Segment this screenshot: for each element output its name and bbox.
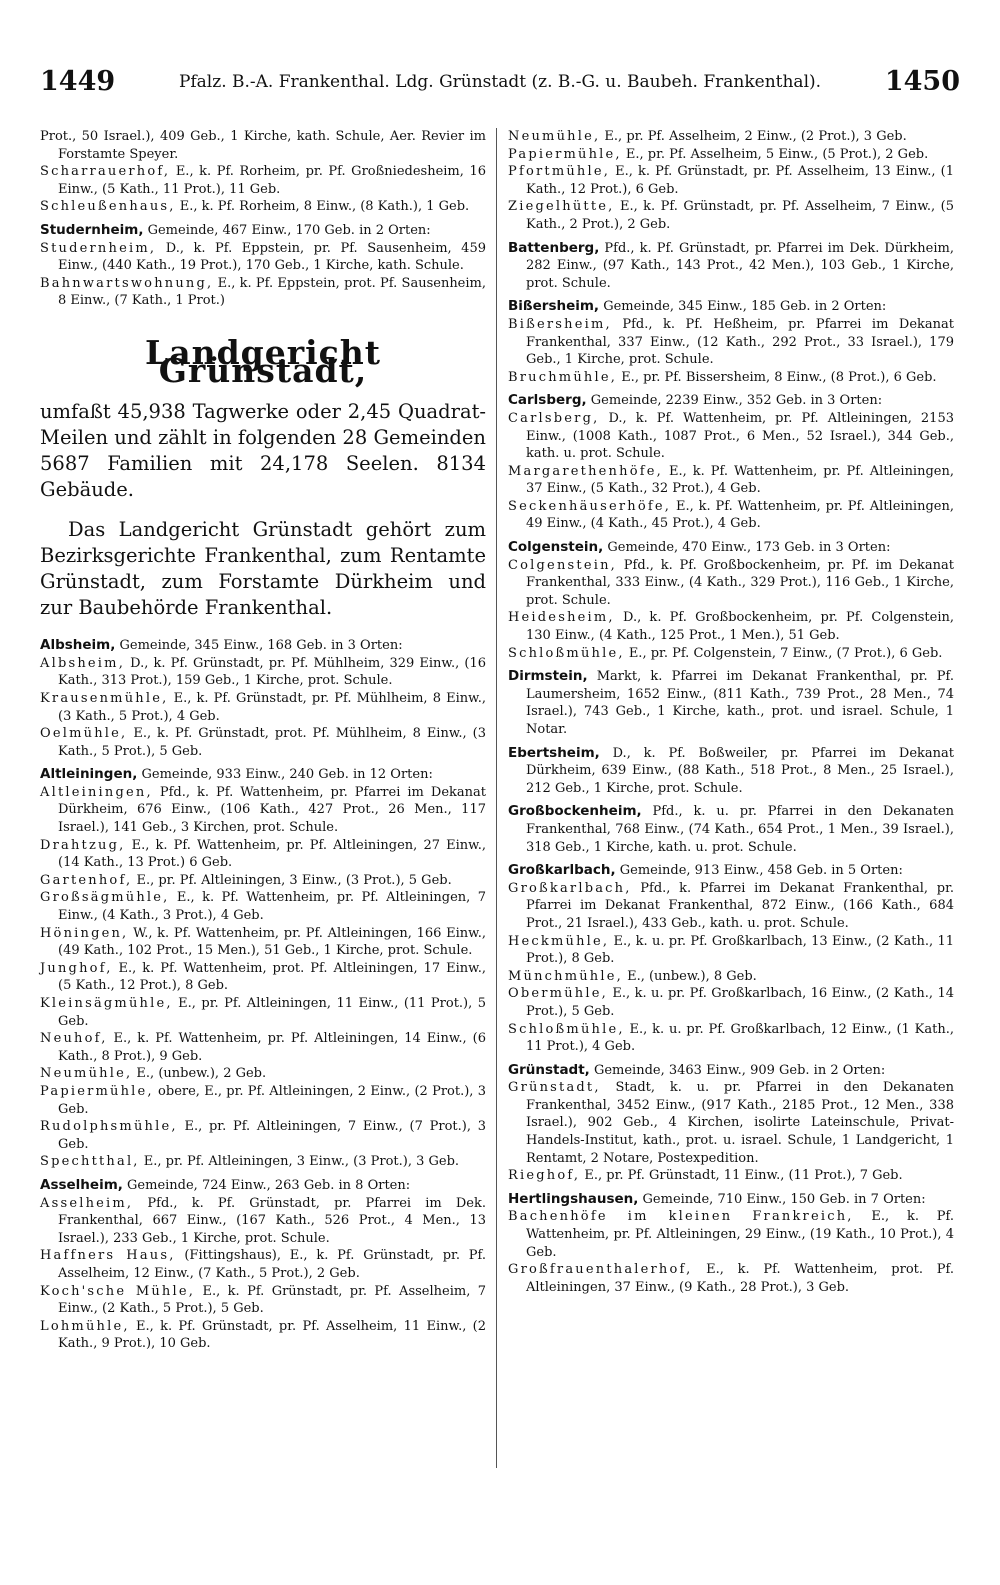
place-name: Ziegelhütte, [508, 199, 615, 215]
place-entry [508, 198, 954, 233]
place-entry [508, 880, 954, 933]
municipality-name: Altleiningen, [40, 766, 138, 783]
place-details: E., pr. Pf. Grünstadt, 11 Einw., (11 Prot.), 7 Geb. [580, 1168, 903, 1184]
municipality-name: Großbockenheim, [508, 803, 642, 820]
place-details: E., k. Pf. Wattenheim, pr. Pf. Altleiningen, 37 Einw., (5 Kath., 32 Prot.), 4 Geb. [526, 463, 954, 497]
place-entry [40, 690, 486, 725]
place-name: Spechtthal, [40, 1154, 140, 1170]
municipality-heading [40, 766, 486, 784]
place-details: W., k. Pf. Wattenheim, pr. Pf. Altleiningen, 166 Einw., (49 Kath., 102 Prot., 15 Men.), 51 Geb., 1 Kirche, prot. Schule. [58, 925, 486, 959]
place-entry [40, 960, 486, 995]
place-details: E., k. Pf. Grünstadt, pr. Pf. Asselheim, 11 Einw., (2 Kath., 9 Prot.), 10 Geb. [58, 1318, 486, 1352]
place-name: Krausenmühle, [40, 690, 169, 706]
place-details: E., k. u. pr. Pf. Großkarlbach, 16 Einw., (2 Kath., 14 Prot.), 5 Geb. [526, 986, 954, 1019]
place-details: obere, E., pr. Pf. Altleiningen, 2 Einw., (2 Prot.), 3 Geb. [58, 1083, 486, 1117]
place-entry [508, 1208, 954, 1261]
place-details: E., k. Pf. Wattenheim, pr. Pf. Altleiningen, 29 Einw., (19 Kath., 10 Prot.), 4 Geb. [526, 1209, 955, 1260]
right-continuation [508, 128, 954, 234]
place-details: E., (unbew.), 2 Geb. [132, 1066, 267, 1082]
municipality-summary: Gemeinde, 345 Einw., 185 Geb. in 2 Orten: [599, 299, 887, 315]
place-details: E., pr. Pf. Bissersheim, 8 Einw., (8 Prot.), 6 Geb. [617, 369, 937, 385]
municipality-summary: Gemeinde, 913 Einw., 458 Geb. in 5 Orten: [615, 863, 903, 879]
place-entry [40, 1318, 486, 1353]
place-entry [40, 163, 486, 198]
place-details: Pfd., k. Pf. Großbockenheim, pr. Pf. im Dekanat Frankenthal, 333 Einw., (4 Kath., 329 Prot.), 116 Geb., 1 Kirche, prot. Schule. [526, 557, 954, 608]
place-entry [508, 463, 954, 498]
place-details: E., k. Pf. Grünstadt, pr. Pf. Mühlheim, 8 Einw., (3 Kath., 5 Prot.), 4 Geb. [58, 690, 486, 724]
place-details: Prot., 50 Israel.), 409 Geb., 1 Kirche, kath. Schule, Aer. Revier im Forstamte Speyer. [40, 129, 486, 162]
municipality-heading [508, 539, 954, 557]
municipality-summary: Gemeinde, 345 Einw., 168 Geb. in 3 Orten: [115, 638, 403, 654]
place-details: Pfd., k. Pf. Heßheim, pr. Pfarrei im Dekanat Frankenthal, 337 Einw., (12 Kath., 292 Prot., 33 Israel.), 179 Geb., 1 Kirche, prot. Schule. [526, 316, 954, 368]
place-name: Colgenstein, [508, 557, 617, 573]
page-number-left: 1449 [40, 66, 116, 97]
place-name: Bahnwartswohnung, [40, 275, 214, 291]
place-name: Großfrauenthalerhof, [508, 1262, 693, 1278]
place-details: E., k. u. pr. Pf. Großkarlbach, 12 Einw., (1 Kath., 11 Prot.), 4 Geb. [526, 1021, 954, 1055]
section-intro: umfaßt 45,938 Tagwerke oder 2,45 Quadrat-Meilen und zählt in folgenden 28 Gemeinden 5687 Familien mit 24,178 Seelen. 8134 Gebäude. [40, 400, 486, 502]
place-entry [508, 1261, 954, 1296]
place-details: E., pr. Pf. Altleiningen, 3 Einw., (3 Prot.), 3 Geb. [139, 1154, 460, 1170]
place-details: E., k. Pf. Grünstadt, pr. Pf. Asselheim, 7 Einw., (2 Kath., 5 Prot.), 5 Geb. [58, 1283, 486, 1317]
left-groups-top [40, 222, 486, 310]
place-entry [40, 1283, 486, 1318]
place-name: Neuhof, [40, 1031, 108, 1047]
place-entry [508, 968, 954, 986]
municipality-heading [508, 298, 954, 316]
place-name: Grünstadt, [508, 1080, 601, 1096]
place-details: E., pr. Pf. Altleiningen, 7 Einw., (7 Prot.), 3 Geb. [58, 1119, 486, 1152]
place-details: E., k. Pf. Wattenheim, pr. Pf. Altleiningen, 27 Einw., (14 Kath., 13 Prot.) 6 Geb. [58, 837, 486, 871]
place-entry [40, 925, 486, 960]
municipality-name: Dirmstein, [508, 668, 588, 685]
place-name: Schleußenhaus, [40, 199, 176, 215]
place-name: Obermühle, [508, 986, 608, 1002]
place-details: D., k. Pf. Eppstein, pr. Pf. Sausenheim, 459 Einw., (440 Kath., 19 Prot.), 170 Geb., 1 Kirche, kath. Schule. [58, 240, 486, 274]
place-details: E., pr. Pf. Asselheim, 5 Einw., (5 Prot.), 2 Geb. [621, 146, 929, 162]
place-entry [508, 1079, 954, 1167]
place-details: (Fittingshaus), E., k. Pf. Grünstadt, pr. Pf. Asselheim, 12 Einw., (7 Kath., 5 Prot.), 2 Geb. [58, 1248, 486, 1281]
place-details: E., pr. Pf. Colgenstein, 7 Einw., (7 Prot.), 6 Geb. [624, 645, 943, 661]
place-name: Margarethenhöfe, [508, 463, 663, 479]
place-details: E., pr. Pf. Altleiningen, 11 Einw., (11 Prot.), 5 Geb. [58, 996, 486, 1029]
place-entry [508, 933, 954, 968]
place-name: Großkarlbach, [508, 880, 632, 896]
municipality-summary: Pfd., k. Pf. Grünstadt, pr. Pfarrei im Dek. Dürkheim, 282 Einw., (97 Kath., 143 Prot., 42 Men.), 103 Geb., 1 Kirche, prot. Schule. [526, 240, 954, 291]
place-name: Neumühle, [40, 1066, 133, 1082]
place-details: E., pr. Pf. Altleiningen, 3 Einw., (3 Prot.), 5 Geb. [132, 872, 452, 888]
municipality-name: Colgenstein, [508, 539, 604, 556]
place-entry [508, 1167, 954, 1185]
place-details: E., k. Pf. Wattenheim, pr. Pf. Altleiningen, 49 Einw., (4 Kath., 45 Prot.), 4 Geb. [526, 498, 954, 532]
right-column [508, 128, 954, 1296]
place-details: E., k. Pf. Wattenheim, pr. Pf. Altleiningen, 14 Einw., (6 Kath., 8 Prot.), 9 Geb. [58, 1031, 486, 1064]
column-divider [496, 128, 497, 1468]
municipality-heading [40, 637, 486, 655]
place-name: Schloßmühle, [508, 1021, 625, 1037]
place-entry [508, 146, 954, 164]
place-name: Kleinsägmühle, [40, 996, 173, 1011]
municipality-summary: Gemeinde, 470 Einw., 173 Geb. in 3 Orten: [603, 540, 891, 556]
municipality-heading [508, 745, 954, 798]
place-name: Gartenhof, [40, 872, 133, 888]
page-header [40, 66, 960, 102]
place-entry [40, 784, 486, 837]
section-title: Landgericht Grünstadt, [145, 332, 381, 390]
left-groups-bottom [40, 637, 486, 1353]
municipality-heading [508, 392, 954, 410]
place-name: Asselheim, [40, 1195, 134, 1211]
place-name: Bachenhöfe im kleinen Frankreich, [508, 1209, 854, 1225]
place-name: Großsägmühle, [40, 890, 170, 906]
place-name: Seckenhäuserhöfe, [508, 498, 672, 514]
municipality-summary: Gemeinde, 724 Einw., 263 Geb. in 8 Orten: [122, 1177, 411, 1193]
place-entry [40, 889, 486, 924]
place-entry [40, 655, 486, 690]
municipality-name: Hertlingshausen, [508, 1190, 639, 1207]
municipality-summary: Gemeinde, 467 Einw., 170 Geb. in 2 Orten: [143, 222, 431, 238]
place-name: Carlsberg, [508, 410, 600, 426]
place-entry [40, 198, 486, 216]
place-name: Lohmühle, [40, 1318, 130, 1334]
section-intro-jurisdiction: Das Landgericht Grünstadt gehört zum Bezirksgerichte Frankenthal, zum Rentamte Grünstadt, zum Forstamte Dürkheim und zur Baubehörde Frankenthal. [40, 518, 486, 620]
place-entry [508, 557, 954, 610]
place-name: Koch'sche Mühle, [40, 1283, 196, 1299]
municipality-name: Asselheim, [40, 1176, 123, 1193]
place-details: Pfd., k. Pf. Wattenheim, pr. Pfarrei im Dekanat Dürkheim, 676 Einw., (106 Kath., 427 Prot., 26 Men., 117 Israel.), 141 Geb., 3 Kirchen, prot. Schule. [58, 784, 486, 836]
place-details: E., k. Pf. Wattenheim, prot. Pf. Altleiningen, 17 Einw., (5 Kath., 12 Prot.), 8 Geb. [58, 960, 486, 994]
place-name: Münchmühle, [508, 968, 623, 984]
running-title: Pfalz. B.-A. Frankenthal. Ldg. Grünstadt (z. B.-G. u. Baubeh. Frankenthal). [178, 72, 822, 92]
municipality-summary: Gemeinde, 933 Einw., 240 Geb. in 12 Orten: [137, 767, 433, 783]
right-groups [508, 240, 954, 1297]
place-details: E., k. Pf. Rorheim, 8 Einw., (8 Kath.), 1 Geb. [175, 199, 470, 215]
place-name: Rudolphsmühle, [40, 1119, 178, 1135]
place-details: E., (unbew.), 8 Geb. [622, 968, 757, 984]
place-name: Bruchmühle, [508, 369, 618, 385]
place-entry [40, 1118, 486, 1153]
municipality-name: Großkarlbach, [508, 862, 616, 879]
place-entry [40, 725, 486, 760]
place-entry [40, 275, 486, 310]
municipality-name: Albsheim, [40, 637, 116, 654]
place-name: Bißersheim, [508, 316, 612, 332]
left-column [40, 128, 486, 1353]
place-name: Rieghof, [508, 1168, 581, 1184]
place-entry [508, 1021, 954, 1056]
place-entry [40, 240, 486, 275]
place-details: Pfd., k. Pf. Grünstadt, pr. Pfarrei im Dek. Frankenthal, 667 Einw., (167 Kath., 526 Prot., 4 Men., 13 Israel.), 233 Geb., 1 Kirche, prot. Schule. [58, 1195, 486, 1246]
place-name: Oelmühle, [40, 726, 128, 742]
place-entry [40, 1030, 486, 1065]
place-details: D., k. Pf. Wattenheim, pr. Pf. Altleiningen, 2153 Einw., (1008 Kath., 1087 Prot., 6 Men., 52 Israel.), 344 Geb., kath. u. prot. Schule. [526, 410, 954, 462]
municipality-heading [508, 240, 954, 293]
place-entry [508, 645, 954, 663]
place-name: Haffners Haus, [40, 1248, 176, 1264]
place-entry [508, 609, 954, 644]
place-details: Pfd., k. Pfarrei im Dekanat Frankenthal, pr. Pfarrei im Dekanat Frankenthal, 872 Einw., (166 Kath., 684 Prot., 21 Israel.), 433 Geb., kath. u. prot. Schule. [526, 880, 954, 931]
place-entry [508, 316, 954, 369]
place-name: Papiermühle, [508, 146, 622, 162]
municipality-heading [508, 862, 954, 880]
place-details: E., k. Pf. Grünstadt, pr. Pf. Asselheim, 7 Einw., (5 Kath., 2 Prot.), 2 Geb. [526, 199, 954, 232]
place-name: Altleiningen, [40, 784, 153, 800]
municipality-heading [508, 668, 954, 738]
place-entry [40, 1083, 486, 1118]
place-name: Heckmühle, [508, 933, 610, 949]
municipality-summary: Markt, k. Pfarrei im Dekanat Frankenthal, pr. Pf. Laumersheim, 1652 Einw., (811 Kath., 739 Prot., 28 Men., 74 Israel.), 743 Geb., 1 Kirche, kath., prot. und israel. Schule, 1 Notar. [526, 669, 954, 737]
place-entry [508, 498, 954, 533]
municipality-name: Bißersheim, [508, 298, 600, 315]
place-name: Albsheim, [40, 655, 126, 671]
place-entry [508, 985, 954, 1020]
place-details: Stadt, k. u. pr. Pfarrei in den Dekanaten Frankenthal, 3452 Einw., (917 Kath., 2185 Prot., 12 Men., 338 Israel.), 902 Geb., 4 Kirchen, isolirte Lateinschule, Privat-Handels-Institut, kath., prot. u. israel. Schule, 1 Landgericht, 1 Rentamt, 2 Notare, Postexpedition. [526, 1080, 954, 1166]
place-name: Schloßmühle, [508, 645, 625, 661]
place-name: Scharrauerhof, [40, 164, 171, 180]
place-entry [40, 872, 486, 890]
place-entry [40, 128, 486, 163]
place-name: Junghof, [40, 960, 113, 976]
place-name: Studernheim, [40, 240, 157, 256]
place-name: Höningen, [40, 925, 129, 941]
place-entry [40, 1065, 486, 1083]
place-details: E., k. Pf. Rorheim, pr. Pf. Großniedesheim, 16 Einw., (5 Kath., 11 Prot.), 11 Geb. [58, 164, 486, 197]
place-details: E., k. Pf. Wattenheim, prot. Pf. Altleiningen, 37 Einw., (9 Kath., 28 Prot.), 3 Geb. [526, 1262, 954, 1295]
municipality-heading [40, 222, 486, 240]
place-name: Heidesheim, [508, 610, 615, 626]
municipality-heading [40, 1177, 486, 1195]
place-entry [508, 369, 954, 387]
municipality-heading [508, 803, 954, 856]
place-name: Pfortmühle, [508, 164, 611, 180]
place-name: Neumühle, [508, 129, 601, 144]
municipality-summary: Pfd., k. u. pr. Pfarrei in den Dekanaten Frankenthal, 768 Einw., (74 Kath., 654 Prot., 1 Men., 39 Israel.), 318 Geb., 1 Kirche, kath. u. prot. Schule. [526, 804, 954, 855]
place-entry [40, 837, 486, 872]
municipality-name: Carlsberg, [508, 392, 587, 409]
place-name: Papiermühle, [40, 1083, 154, 1099]
place-entry [40, 1195, 486, 1248]
municipality-heading [508, 1062, 954, 1080]
place-details: E., k. Pf. Wattenheim, pr. Pf. Altleiningen, 7 Einw., (4 Kath., 3 Prot.), 4 Geb. [58, 890, 486, 924]
place-details: E., k. u. pr. Pf. Großkarlbach, 13 Einw., (2 Kath., 11 Prot.), 8 Geb. [526, 933, 954, 967]
place-details: D., k. Pf. Grünstadt, pr. Pf. Mühlheim, 329 Einw., (16 Kath., 313 Prot.), 159 Geb., 1 Kirche, prot. Schule. [58, 655, 486, 689]
municipality-summary: Gemeinde, 710 Einw., 150 Geb. in 7 Orten: [638, 1191, 926, 1207]
place-entry [508, 163, 954, 198]
place-details: E., k. Pf. Grünstadt, prot. Pf. Mühlheim, 8 Einw., (3 Kath., 5 Prot.), 5 Geb. [58, 726, 486, 759]
place-entry [508, 128, 954, 146]
municipality-name: Grünstadt, [508, 1061, 590, 1078]
municipality-name: Ebertsheim, [508, 744, 600, 761]
municipality-heading [508, 1191, 954, 1209]
municipality-name: Battenberg, [508, 239, 600, 256]
place-details: E., k. Pf. Grünstadt, pr. Pf. Asselheim, 13 Einw., (1 Kath., 12 Prot.), 6 Geb. [526, 164, 954, 197]
page-number-right: 1450 [884, 66, 960, 97]
place-details: E., pr. Pf. Asselheim, 2 Einw., (2 Prot.), 3 Geb. [600, 129, 907, 144]
municipality-summary: Gemeinde, 2239 Einw., 352 Geb. in 3 Orten: [586, 393, 883, 409]
municipality-summary: Gemeinde, 3463 Einw., 909 Geb. in 2 Orten: [589, 1062, 886, 1078]
place-details: E., k. Pf. Eppstein, prot. Pf. Sausenheim, 8 Einw., (7 Kath., 1 Prot.) [58, 275, 486, 309]
municipality-name: Studernheim, [40, 221, 144, 238]
place-name: Drahtzug, [40, 837, 126, 853]
place-entry [40, 995, 486, 1030]
place-details: D., k. Pf. Großbockenheim, pr. Pf. Colgenstein, 130 Einw., (4 Kath., 125 Prot., 1 Men.), 51 Geb. [526, 610, 954, 644]
place-entry [40, 1153, 486, 1171]
place-entry [508, 410, 954, 463]
municipality-summary: D., k. Pf. Boßweiler, pr. Pfarrei im Dekanat Dürkheim, 639 Einw., (88 Kath., 518 Prot., 8 Men., 25 Israel.), 212 Geb., 1 Kirche, prot. Schule. [526, 745, 954, 796]
place-entry [40, 1247, 486, 1282]
left-continuation [40, 128, 486, 216]
